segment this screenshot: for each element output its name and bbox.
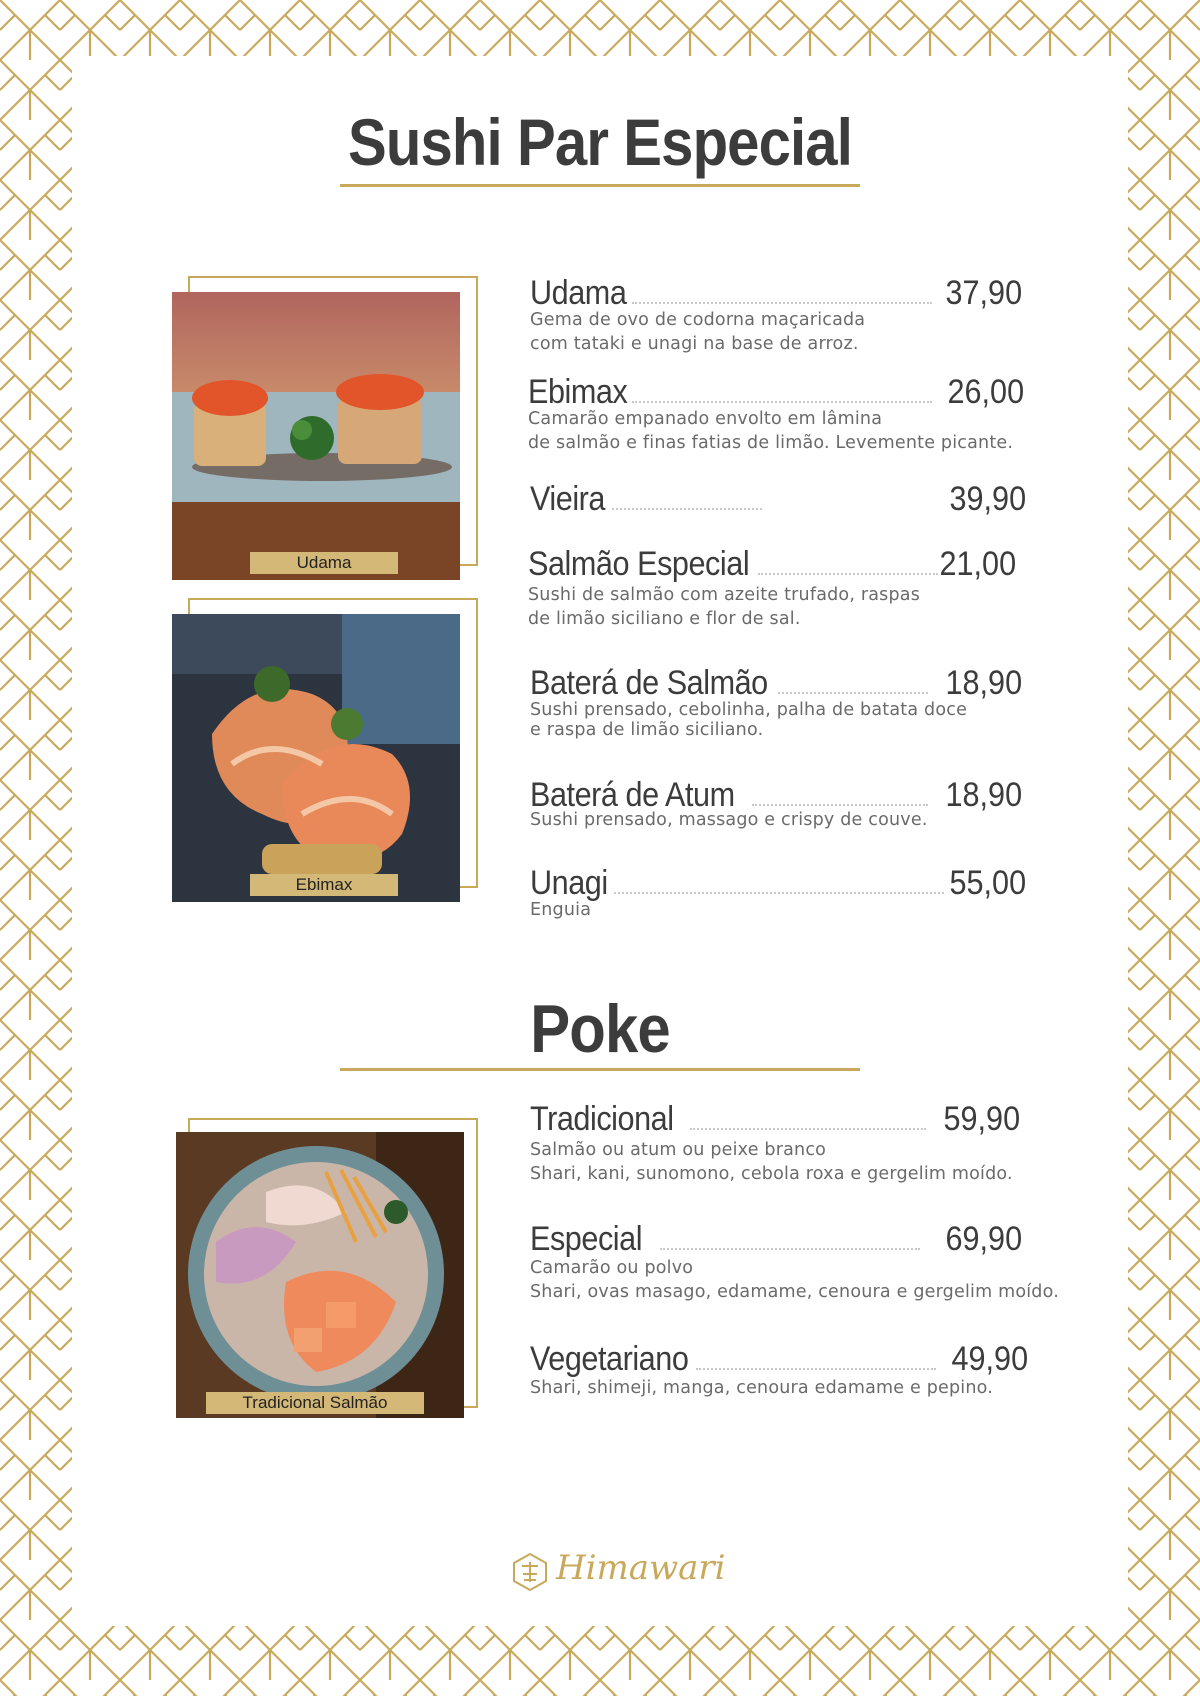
item-description: de limão siciliano e flor de sal. [528, 609, 801, 629]
photo-caption: Udama [250, 552, 398, 574]
item-name: Salmão Especial [528, 545, 750, 583]
item-price: 55,00 [949, 864, 1026, 902]
item-price: 59,90 [943, 1100, 1020, 1138]
dot-leader [660, 1244, 920, 1250]
photo-caption: Ebimax [250, 874, 398, 896]
dot-leader [614, 888, 944, 894]
item-description: com tataki e unagi na base de arroz. [530, 334, 859, 354]
item-name: Unagi [530, 864, 608, 902]
item-description: Camarão ou polvo [530, 1258, 694, 1278]
ebimax-image [172, 614, 460, 902]
himawari-logo [510, 1548, 726, 1598]
photo-udama [172, 276, 476, 580]
udama-image [172, 292, 460, 580]
item-name: Vegetariano [530, 1340, 689, 1378]
dot-leader [696, 1364, 936, 1370]
dot-leader [632, 298, 932, 304]
item-name: Vieira [530, 480, 605, 518]
dot-leader [612, 504, 762, 510]
item-description: Salmão ou atum ou peixe branco [530, 1140, 827, 1160]
photo-ebimax [172, 598, 476, 902]
section-title-sushi-par-especial: Sushi Par Especial [348, 105, 852, 179]
item-price: 49,90 [951, 1340, 1028, 1378]
item-name: Ebimax [528, 373, 628, 411]
title-underline [340, 184, 860, 187]
item-name: Especial [530, 1220, 643, 1258]
item-description: Gema de ovo de codorna maçaricada [530, 310, 866, 330]
dot-leader [690, 1124, 926, 1130]
item-price: 69,90 [945, 1220, 1022, 1258]
item-price: 37,90 [945, 274, 1022, 312]
item-description: Shari, shimeji, manga, cenoura edamame e pepino. [530, 1378, 993, 1398]
title-underline [340, 1068, 860, 1071]
menu-item [530, 1220, 1059, 1304]
item-description: Sushi de salmão com azeite trufado, raspas [528, 585, 921, 605]
menu-item [530, 480, 1030, 524]
menu-item [530, 274, 1030, 356]
item-price: 26,00 [947, 373, 1024, 411]
item-price: 39,90 [949, 480, 1026, 518]
logo-text: Himawari [556, 1548, 726, 1588]
menu-item [530, 864, 1030, 922]
item-name: Baterá de Salmão [530, 664, 768, 702]
item-name: Baterá de Atum [530, 776, 735, 814]
dot-leader [758, 569, 938, 575]
item-description: Sushi prensado, massago e crispy de couve. [530, 810, 928, 830]
item-description: Enguia [530, 900, 592, 920]
item-name: Udama [530, 274, 627, 312]
item-name: Tradicional [530, 1100, 674, 1138]
item-description: de salmão e finas fatias de limão. Levemente picante. [528, 433, 1014, 453]
menu-item [530, 776, 1030, 832]
menu-item [530, 1100, 1030, 1186]
item-description: Camarão empanado envolto em lâmina [528, 409, 883, 429]
photo-caption: Tradicional Salmão [206, 1392, 424, 1414]
item-price: 18,90 [945, 664, 1022, 702]
item-description: e raspa de limão siciliano. [530, 720, 764, 740]
sunflower-kanji-icon [510, 1552, 550, 1592]
menu-item [528, 545, 1028, 631]
dot-leader [632, 397, 932, 403]
menu-item [530, 1340, 1030, 1400]
section-title-poke: Poke [530, 991, 670, 1067]
item-price: 21,00 [939, 545, 1016, 583]
item-description: Shari, kani, sunomono, cebola roxa e gergelim moído. [530, 1164, 1013, 1184]
item-price: 18,90 [945, 776, 1022, 814]
menu-item [528, 373, 1028, 455]
menu-item [530, 664, 1030, 742]
item-description: Sushi prensado, cebolinha, palha de batata doce [530, 700, 968, 720]
item-description: Shari, ovas masago, edamame, cenoura e gergelim moído. [530, 1282, 1059, 1302]
dot-leader [778, 688, 928, 694]
poke-bowl-image [176, 1132, 464, 1418]
photo-tradicional-salmao [176, 1118, 480, 1418]
dot-leader [752, 800, 928, 806]
